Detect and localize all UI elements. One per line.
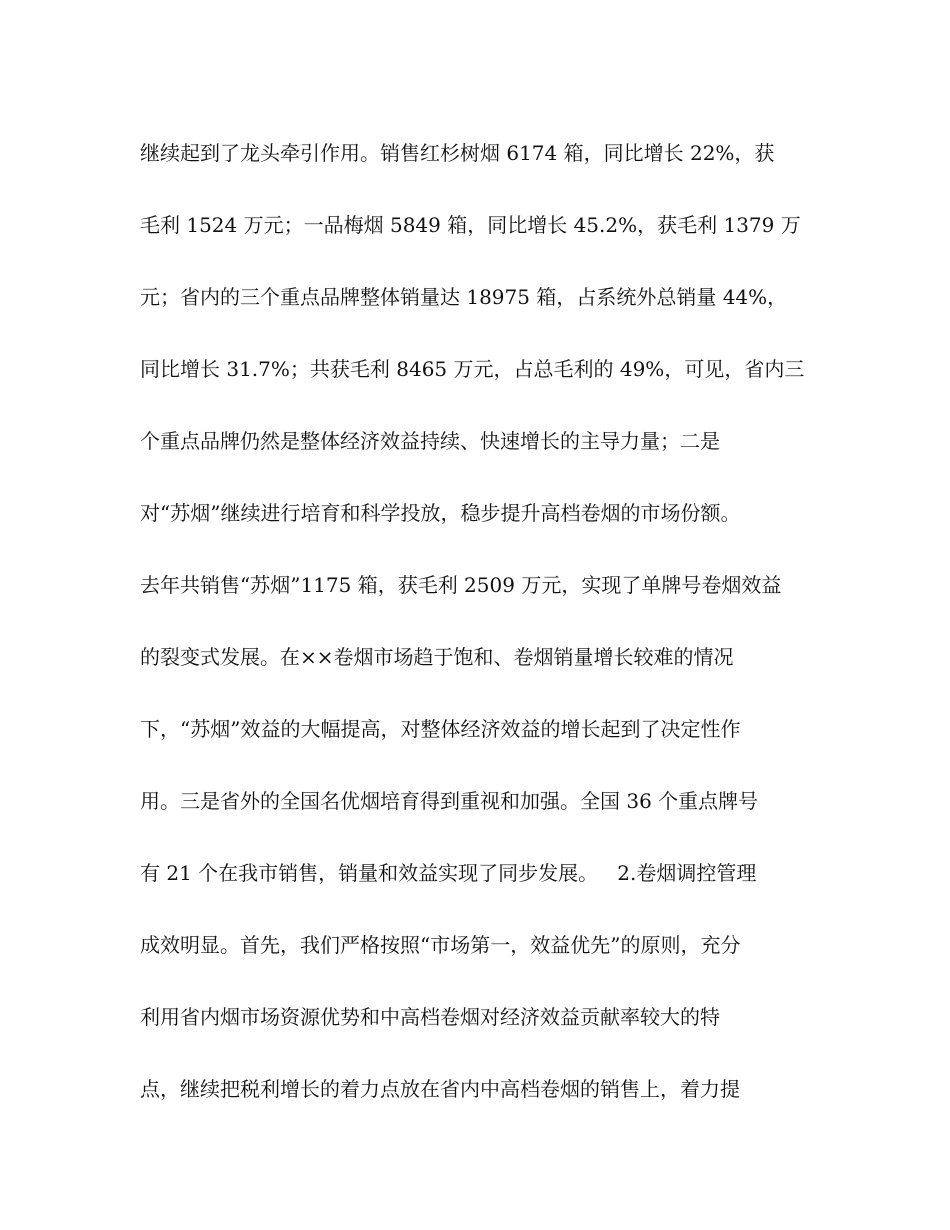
text-line-12: 成效明显。首先，我们严格按照“市场第一，效益优先”的原则，充分 (140, 933, 741, 957)
text-line-13: 利用省内烟市场资源优势和中高档卷烟对经济效益贡献率较大的特 (140, 1005, 720, 1029)
text-line-8: 的裂变式发展。在××卷烟市场趋于饱和、卷烟销量增长较难的情况 (140, 645, 734, 669)
text-line-6: 对“苏烟”继续进行培育和科学投放，稳步提升高档卷烟的市场份额。 (140, 501, 741, 525)
text-line-10: 用。三是省外的全国名优烟培育得到重视和加强。全国 36 个重点牌号 (140, 789, 759, 813)
text-line-9: 下，“苏烟”效益的大幅提高，对整体经济效益的增长起到了决定性作 (140, 717, 741, 741)
text-line-5: 个重点品牌仍然是整体经济效益持续、快速增长的主导力量；二是 (140, 429, 720, 453)
text-line-11: 有 21 个在我市销售，销量和效益实现了同步发展。 2.卷烟调控管理 (140, 861, 757, 885)
text-line-4: 同比增长 31.7%；共获毛利 8465 万元，占总毛利的 49%，可见，省内三 (140, 357, 805, 381)
text-line-3: 元；省内的三个重点品牌整体销量达 18975 箱，占系统外总销量 44%， (140, 285, 788, 309)
text-line-2: 毛利 1524 万元；一品梅烟 5849 箱，同比增长 45.2%，获毛利 1379 万 (140, 213, 801, 237)
text-line-1: 继续起到了龙头牵引作用。销售红杉树烟 6174 箱，同比增长 22%，获 (140, 141, 775, 165)
text-line-7: 去年共销售“苏烟”1175 箱，获毛利 2509 万元，实现了单牌号卷烟效益 (140, 573, 782, 597)
text-line-14: 点，继续把税利增长的着力点放在省内中高档卷烟的销售上，着力提 (140, 1077, 740, 1101)
body-text (140, 117, 830, 1125)
